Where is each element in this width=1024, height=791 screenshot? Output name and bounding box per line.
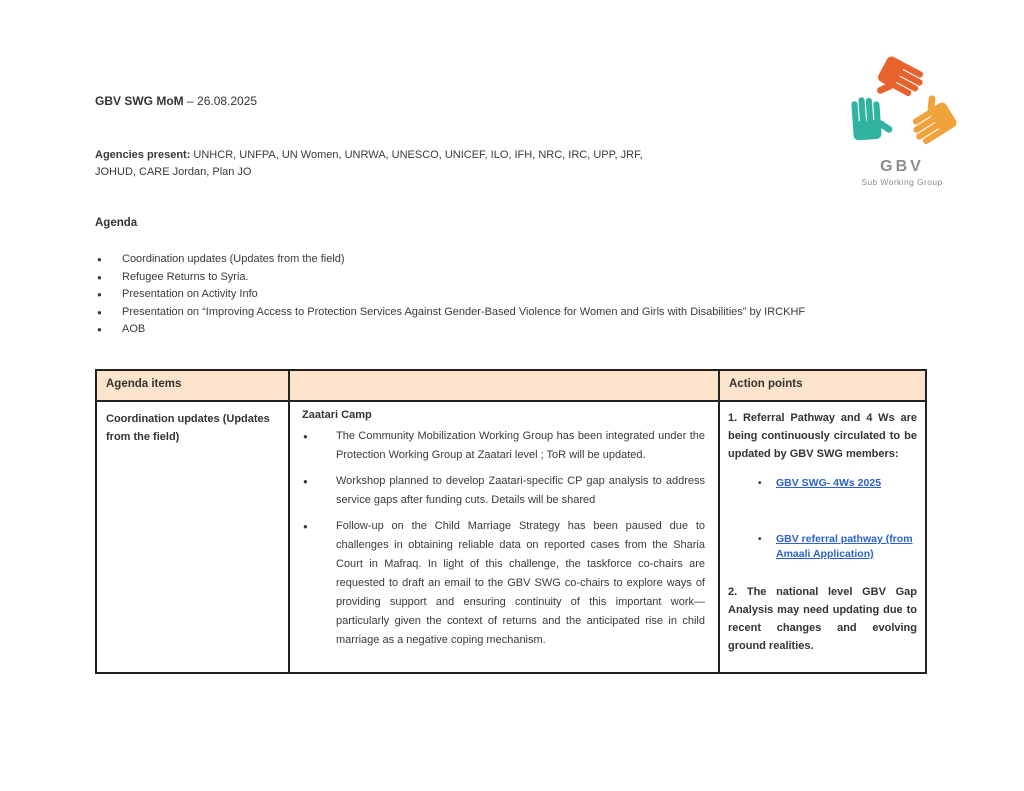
action-link-item [728, 476, 917, 491]
agencies-present [95, 147, 643, 181]
document-title-text: GBV SWG MoM [95, 94, 184, 108]
agenda-item [95, 321, 995, 339]
update-bullet [302, 427, 705, 465]
bullet-icon: ● [97, 325, 102, 334]
action-link-item [728, 532, 917, 562]
cell-agenda-item: Coordination updates (Updates from the field) [96, 401, 289, 673]
right-hand-icon [901, 90, 958, 147]
update-bullet [302, 517, 705, 650]
bullet-icon: ● [303, 477, 308, 486]
bullet-icon: • [758, 478, 762, 489]
bullet-icon: ● [97, 290, 102, 299]
bullet-icon: ● [97, 272, 102, 282]
update-text: Follow-up on the Child Marriage Strategy has been paused due to challenges in obtaining reliable data on reported cases from the Sharia Court in Mafraq. In light of this challenge, the taskforce co-chairs are requested to draft an email to the GBV SWG co-chairs to explore ways of providing support and ensuring continuity of this important work—particularly given the context of returns and the anticipated rise in child marriage as a negative coping mechanism. [336, 520, 705, 646]
update-bullet [302, 472, 705, 510]
action-point-1: 1. Referral Pathway and 4 Ws are being continuously circulated to be updated by GBV SWG members: [728, 412, 917, 460]
agenda-item-label: Presentation on Activity Info [122, 288, 258, 300]
updates-camp-title: Zaatari Camp [302, 409, 372, 421]
column-header-agenda-items: Agenda items [96, 370, 289, 401]
agenda-item [95, 286, 995, 304]
logo-text-sub: Sub Working Group [861, 177, 943, 187]
agenda-item-label: Presentation on “Improving Access to Protection Services Against Gender-Based Violence for Women and Girls with Disabilities” by IRCKHF [122, 305, 806, 318]
document-title-date: – 26.08.2025 [183, 94, 258, 108]
bullet-icon: ● [303, 432, 308, 441]
agencies-label: Agencies present: [95, 149, 194, 161]
column-header-action-points: Action points [719, 370, 926, 401]
update-text: The Community Mobilization Working Group has been integrated under the Protection Working Group at Zaatari level ; ToR will be updated. [336, 430, 705, 461]
agenda-item-label: Coordination updates (Updates from the field) [122, 253, 345, 265]
cell-action-points [719, 401, 926, 673]
bullet-icon: ● [303, 522, 308, 531]
agencies-line1: UNHCR, UNFPA, UN Women, UNRWA, UNESCO, UNICEF, ILO, IFH, NRC, IRC, UPP, JRF, [193, 149, 643, 161]
action-point-2: 2. The national level GBV Gap Analysis may need updating due to recent changes and evolving ground realities. [728, 586, 917, 652]
link-gbv-swg-4ws-2025[interactable]: GBV SWG- 4Ws 2025 [776, 477, 882, 489]
document-title [95, 94, 257, 108]
table-row [96, 401, 926, 673]
link-gbv-referral-pathway[interactable]: GBV referral pathway (from Amaali Application) [776, 533, 913, 560]
agenda-item [95, 269, 995, 287]
agenda-item [95, 251, 995, 269]
agenda-item [95, 304, 995, 322]
cell-updates [289, 401, 719, 673]
mom-table [95, 369, 927, 674]
agenda-item-label: Refugee Returns to Syria. [122, 270, 249, 283]
agenda-heading: Agenda [95, 217, 138, 229]
left-hand-icon [851, 95, 894, 140]
update-text: Workshop planned to develop Zaatari-specific CP gap analysis to address service gaps after funding cuts. Details will be shared [336, 475, 705, 506]
agenda-list [95, 251, 995, 339]
bullet-icon: ● [97, 255, 102, 264]
column-header-updates [289, 370, 719, 401]
bullet-icon: • [758, 534, 762, 545]
logo-text-gbv: GBV [880, 158, 924, 175]
three-hands-logo-icon [846, 56, 958, 156]
top-hand-icon [870, 56, 927, 110]
table-header-row [96, 370, 926, 401]
agenda-item-label: AOB [122, 323, 146, 335]
bullet-icon: ● [97, 307, 102, 317]
gbv-swg-logo [843, 56, 961, 187]
agencies-line2: JOHUD, CARE Jordan, Plan JO [95, 166, 252, 178]
